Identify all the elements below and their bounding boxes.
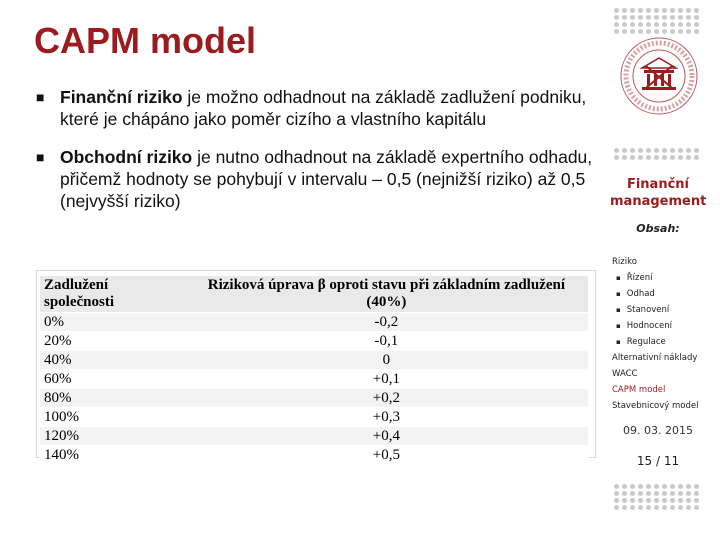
cell-debt: 20% xyxy=(40,332,185,351)
dot xyxy=(686,155,691,160)
dot xyxy=(638,484,643,489)
cell-adjustment: +0,2 xyxy=(185,389,588,408)
dot xyxy=(630,8,635,13)
dot xyxy=(646,498,651,503)
table-row xyxy=(40,351,588,370)
table-row xyxy=(40,332,588,351)
dot xyxy=(638,498,643,503)
nav-item[interactable]: ▪ Řízení xyxy=(612,270,712,286)
dot xyxy=(614,505,619,510)
dot xyxy=(614,148,619,153)
bullet-text: je nutno odhadnout na základě expertního odhadu, přičemž hodnoty se pohybují v intervalu – 0,5 (nejnižší riziko) až 0,5 (nejvyšší riziko) xyxy=(60,147,593,211)
nav-item[interactable]: WACC xyxy=(612,369,638,379)
dot xyxy=(694,148,699,153)
table-row xyxy=(40,446,588,465)
dot xyxy=(638,491,643,496)
dot xyxy=(686,491,691,496)
dot xyxy=(622,491,627,496)
table-row xyxy=(40,313,588,332)
dot xyxy=(622,484,627,489)
dot xyxy=(614,498,619,503)
dot xyxy=(654,505,659,510)
university-seal-logo xyxy=(616,18,702,134)
dot xyxy=(654,155,659,160)
bullet-text: je možno odhadnout na základě zadlužení podniku, které je chápáno jako poměr cizího a vlastního kapitálu xyxy=(60,87,587,129)
decorative-dots-divider xyxy=(614,148,706,160)
dot xyxy=(654,498,659,503)
cell-adjustment: -0,2 xyxy=(185,313,588,332)
bullet-list xyxy=(36,86,596,228)
nav-item[interactable]: ▪ Hodnocení xyxy=(612,318,712,334)
dot xyxy=(622,498,627,503)
dot xyxy=(630,148,635,153)
dot xyxy=(662,498,667,503)
dot xyxy=(638,148,643,153)
cell-adjustment: +0,1 xyxy=(185,370,588,389)
column-header-adjustment: Riziková úprava β oproti stavu při základním zadlužení (40%) xyxy=(185,276,588,313)
cell-debt: 140% xyxy=(40,446,185,465)
dot xyxy=(662,484,667,489)
dot xyxy=(646,155,651,160)
dot xyxy=(662,505,667,510)
bullet-square-icon: ■ xyxy=(36,149,45,165)
dot xyxy=(694,498,699,503)
bullet-term: Finanční riziko xyxy=(60,87,183,107)
dot xyxy=(646,505,651,510)
nav-item[interactable]: ▪ Regulace xyxy=(612,334,712,350)
dot xyxy=(686,498,691,503)
cell-adjustment: -0,1 xyxy=(185,332,588,351)
dot xyxy=(622,505,627,510)
dot xyxy=(614,484,619,489)
cell-debt: 40% xyxy=(40,351,185,370)
dot xyxy=(678,155,683,160)
dot xyxy=(630,484,635,489)
dot xyxy=(694,491,699,496)
dot xyxy=(646,484,651,489)
dot xyxy=(670,491,675,496)
dot xyxy=(614,8,619,13)
slide-title: CAPM model xyxy=(34,20,257,61)
dot xyxy=(654,491,659,496)
dot xyxy=(678,498,683,503)
dot xyxy=(670,155,675,160)
cell-adjustment: +0,4 xyxy=(185,427,588,446)
nav-item[interactable]: Riziko xyxy=(612,257,637,267)
dot xyxy=(630,505,635,510)
dot xyxy=(638,505,643,510)
dot xyxy=(654,484,659,489)
cell-debt: 80% xyxy=(40,389,185,408)
dot xyxy=(678,505,683,510)
dot xyxy=(686,8,691,13)
dot xyxy=(662,8,667,13)
dot xyxy=(686,484,691,489)
course-title: Finanční management xyxy=(610,177,707,209)
dot xyxy=(614,155,619,160)
dot xyxy=(694,8,699,13)
dot xyxy=(678,8,683,13)
risk-adjustment-table xyxy=(40,276,588,465)
cell-debt: 100% xyxy=(40,408,185,427)
dot xyxy=(670,8,675,13)
dot xyxy=(662,491,667,496)
table-row xyxy=(40,408,588,427)
dot xyxy=(630,498,635,503)
bullet-business-risk xyxy=(36,146,596,212)
dot xyxy=(670,148,675,153)
nav-item[interactable]: ▪ Stanovení xyxy=(612,302,712,318)
dot xyxy=(670,505,675,510)
dot xyxy=(630,491,635,496)
dot xyxy=(630,155,635,160)
dot xyxy=(622,148,627,153)
cell-debt: 120% xyxy=(40,427,185,446)
dot xyxy=(694,505,699,510)
cell-adjustment: +0,3 xyxy=(185,408,588,427)
dot xyxy=(662,148,667,153)
cell-debt: 60% xyxy=(40,370,185,389)
dot xyxy=(654,8,659,13)
dot xyxy=(646,491,651,496)
dot xyxy=(694,155,699,160)
cell-debt: 0% xyxy=(40,313,185,332)
contents-label: Obsah: xyxy=(636,222,680,235)
table-header-row xyxy=(40,276,588,313)
dot xyxy=(678,484,683,489)
nav-item[interactable]: Alternativní náklady xyxy=(612,353,698,363)
slide-date: 09. 03. 2015 xyxy=(623,424,693,437)
dot xyxy=(622,155,627,160)
dot xyxy=(678,491,683,496)
dot xyxy=(662,155,667,160)
column-header-debt: Zadlužení společnosti xyxy=(40,276,185,313)
cell-adjustment: 0 xyxy=(185,351,588,370)
cell-adjustment: +0,5 xyxy=(185,446,588,465)
nav-item[interactable]: Stavebnicový model xyxy=(612,401,699,411)
bullet-square-icon: ■ xyxy=(36,89,45,105)
dot xyxy=(694,484,699,489)
dot xyxy=(638,8,643,13)
dot xyxy=(670,498,675,503)
table-row xyxy=(40,427,588,446)
table-row xyxy=(40,370,588,389)
bullet-financial-risk xyxy=(36,86,596,130)
bullet-term: Obchodní riziko xyxy=(60,147,193,167)
dot xyxy=(638,155,643,160)
contents-nav xyxy=(612,254,712,414)
dot xyxy=(686,505,691,510)
nav-item[interactable]: CAPM model xyxy=(612,385,666,395)
dot xyxy=(646,148,651,153)
dot xyxy=(670,484,675,489)
dot xyxy=(686,148,691,153)
dot xyxy=(646,8,651,13)
dot xyxy=(678,148,683,153)
dot xyxy=(654,148,659,153)
decorative-dots-bottom xyxy=(614,484,706,510)
page-number: 15 / 11 xyxy=(636,454,680,468)
dot xyxy=(614,491,619,496)
dot xyxy=(622,8,627,13)
table-row xyxy=(40,389,588,408)
nav-item[interactable]: ▪ Odhad xyxy=(612,286,712,302)
